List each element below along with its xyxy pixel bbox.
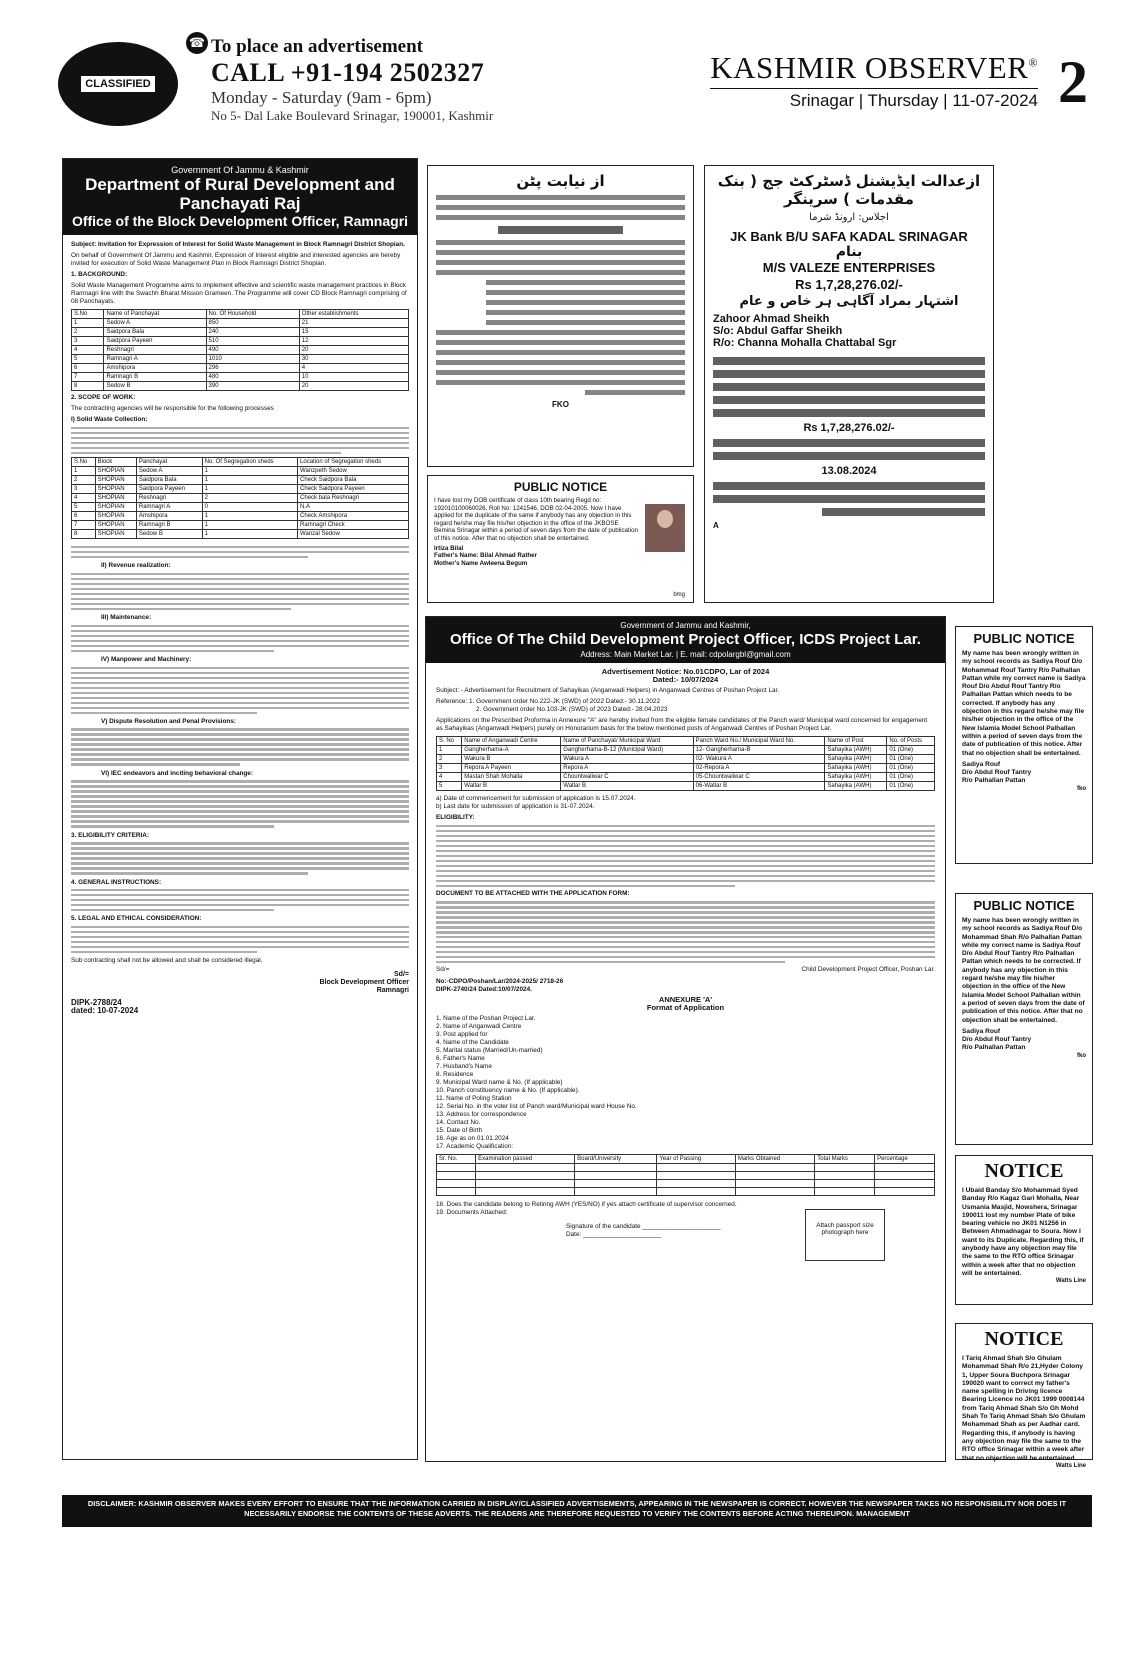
table-cell: Mastan Shah Mohalla [462, 773, 561, 782]
background-title: 1. BACKGROUND: [71, 271, 128, 278]
table-cell: 21 [299, 319, 408, 328]
table-cell: 510 [206, 337, 299, 346]
advertise-heading: To place an advertisement [211, 36, 423, 57]
panchayat-row [72, 355, 409, 364]
table-cell [815, 1164, 875, 1172]
table-cell: Check bala Reshnagri [298, 494, 409, 503]
table-cell: Saidpora Bala [104, 328, 206, 337]
anganwadi-row [437, 764, 935, 773]
table-cell [735, 1188, 814, 1196]
table-cell: Check Amshipora [298, 512, 409, 521]
table-header-cell: Total Marks [815, 1155, 875, 1164]
table-cell: 390 [206, 382, 299, 391]
icds-recruitment-ad [425, 616, 946, 1462]
table-cell: 15 [299, 328, 408, 337]
public-notice-1 [955, 626, 1093, 864]
table-cell: SHOPIAN [95, 530, 136, 539]
table-cell: Sahayika (AWH) [825, 755, 887, 764]
table-header-cell: Panch Ward No./ Municipal Ward No. [693, 737, 825, 746]
table-header-cell: S.No [72, 458, 96, 467]
segregation-row [72, 530, 409, 539]
table-cell: Watlar B [561, 782, 693, 791]
table-header-cell: Panchayat [136, 458, 202, 467]
urdu-heading: از نیابت پٹن [516, 172, 605, 190]
table-cell: 7 [72, 521, 96, 530]
table-cell: SHOPIAN [95, 494, 136, 503]
section-general: 4. GENERAL INSTRUCTIONS: [71, 878, 162, 886]
table-cell: Check Saidpora Bala [298, 476, 409, 485]
form-field: 1. Name of the Poshan Project Lar. [436, 1015, 536, 1023]
table-cell [657, 1172, 736, 1180]
segregation-row [72, 485, 409, 494]
form-field: 16. Age as on 01.01.2024 [436, 1135, 509, 1143]
notice-source: fko [1077, 1052, 1086, 1059]
notice-title: NOTICE [984, 1160, 1064, 1182]
table-header-cell: S.No [72, 310, 104, 319]
licence-notice [955, 1323, 1093, 1469]
table-cell: 480 [206, 373, 299, 382]
table-cell [657, 1180, 736, 1188]
icds-intro: Applications on the Prescribed Proforma in Annexure "A" are hereby invited from the eligible female candidates of the Panch ward/ Municipal ward concerned for engagement as Sahayikas (Anganwadi Helpers) purely on Honorarium basis for the below mentioned posts of Anganwadi Centres of Poshan Project Lar. [436, 717, 928, 732]
table-cell: 5 [437, 782, 462, 791]
table-cell: 3 [437, 764, 462, 773]
table-cell [875, 1188, 935, 1196]
table-header-cell: Name of Panchayat/ Municipal Ward [561, 737, 693, 746]
form-field: 11. Name of Poling Station [436, 1095, 512, 1103]
notice-date: Dated:- 10/07/2024 [652, 675, 719, 684]
table-cell [437, 1164, 476, 1172]
advertise-info [211, 36, 493, 124]
notice-body: My name has been wrongly written in my school records as Sadiya Rouf D/o Mohammad Shah R/o Palhallan Pattan while my correct name is Sadiya Rouf D/o Abdul Rouf Tantry R/o Palhallan Pattan which needs to be corrected. If anybody has any objection in this regard he/she may file his/her objection in the office of the New Islamia Model School Palhallan within a period of seven days from the date of publication of this notice. After that no objection shall be entertained. [962, 917, 1085, 1024]
table-cell [657, 1164, 736, 1172]
table-cell: 3 [72, 337, 104, 346]
form-field: 17. Academic Qualification: [436, 1143, 514, 1151]
candidate-date: Date: ______________________ [566, 1231, 662, 1239]
table-cell: Sedow A [104, 319, 206, 328]
notice-body: I Tariq Ahmad Shah S/o Ghulam Mohammad Shah R/o 21,Hyder Colony 1, Upper Soura Buchpora Srinagar 190020 want to correct my father's name spelling in Driving licence Bearing Licence no JK01 1999 0008144 from Tariq Ahmad Shah S/o Gh Mohd Shah To Tariq Ahmad Shah S/o Ghulam Mohammad Shah as per Aadhar card. Regarding this, if anybody is having any objection may file the same to the RTO office Srinagar within a week after that no objection will be entertained. [962, 1355, 1086, 1462]
section-legal: 5. LEGAL AND ETHICAL CONSIDERATION: [71, 915, 202, 923]
table-cell: 8 [72, 382, 104, 391]
panchayat-row [72, 382, 409, 391]
section-eligibility: 3. ELIGIBILITY CRITERIA: [71, 831, 149, 839]
icds-dipk: DIPK-2740/24 Dated:10/07/2024. [436, 986, 532, 994]
table-cell: 1 [202, 485, 297, 494]
table-cell: Ramnagri A [104, 355, 206, 364]
annexure-title: ANNEXURE 'A' [658, 995, 713, 1005]
segregation-row [72, 494, 409, 503]
date-commencement: a) Date of commencement for submission of application is 15.07.2024. [436, 795, 636, 802]
table-cell: Amshipora [136, 512, 202, 521]
table-cell [875, 1164, 935, 1172]
photo-box: Attach passport size photograph here [805, 1209, 885, 1261]
table-cell: Repora A Payeen [462, 764, 561, 773]
phone-icon: ☎ [186, 32, 208, 54]
table-cell [476, 1180, 575, 1188]
notice-text: I have lost my DOB certificate of class 10th bearing Regd no: 192010100060026, Roll No: 1241546, DOB 02-04-2005. Now I have applied for the duplicate of the same if anybody has any objection in this regard he/she may file his/her objection in the office of the JKBOSE Bemina Srinagar within a period of seven days from the date of publication of this notice. After that no objection shall be entertained. Irtiza Bilal Father's Name: Bilal Ahmad Rather Mother's Name Awleena Begum [434, 497, 638, 567]
dateline: Srinagar | Thursday | 11-07-2024 [710, 88, 1038, 111]
table-cell: 01 (One) [887, 773, 935, 782]
candidate-signature: Signature of the candidate ______________________ [566, 1223, 721, 1231]
form-field: 5. Marital status (Married/Un-married) [436, 1047, 543, 1055]
ad-gov: Government Of Jammu & Kashmir [171, 165, 309, 175]
table-cell: 10 [299, 373, 408, 382]
form-field: 9. Municipal Ward name & No. (If applicable) [436, 1079, 563, 1087]
table-cell: Sahayika (AWH) [825, 746, 887, 755]
icds-subject: Subject: - Advertisement for Recruitment of Sahayikas (Anganwadi Helpers) in Anganwadi Centres of Poshan Project Lar. [436, 687, 780, 694]
table-cell: Ramnagri A [136, 503, 202, 512]
eligibility-title: ELIGIBILITY: [436, 814, 475, 821]
signature-block: Sd/= Block Development Officer Ramnagri [319, 971, 409, 995]
segregation-table [71, 457, 409, 539]
advertise-address: No 5- Dal Lake Boulevard Srinagar, 190001, Kashmir [211, 108, 494, 123]
court-heading: ازعدالت ایڈیشنل ڈسٹرکٹ جج ( بنک مقدمات ) سرینگر [717, 172, 981, 208]
section-maintenance: III) Maintenance: [101, 614, 152, 622]
paper-brand [710, 50, 1038, 111]
table-cell: 20 [299, 382, 408, 391]
table-cell: SHOPIAN [95, 512, 136, 521]
table-cell: 12 [299, 337, 408, 346]
hearing-date: 13.08.2024 [821, 465, 877, 477]
table-cell: 240 [206, 328, 299, 337]
table-cell: 490 [206, 346, 299, 355]
icds-header: Government of Jammu and Kashmir, Office Of The Child Development Project Officer, ICDS Project Lar. Address: Main Market Lar. | E. mail: cdpolargbl@gmail.com [426, 617, 945, 663]
section-revenue: II) Revenue realization: [101, 562, 171, 570]
table-cell: 01 (One) [887, 746, 935, 755]
table-cell: Ramnagri B [136, 521, 202, 530]
table-cell [437, 1188, 476, 1196]
table-cell: Repora A [561, 764, 693, 773]
table-cell: 4 [72, 346, 104, 355]
table-cell: N.A [298, 503, 409, 512]
table-cell: Sahayika (AWH) [825, 773, 887, 782]
table-cell: Amshipora [104, 364, 206, 373]
notice-signature: Sadiya Rouf D/o Abdul Rouf Tantry R/o Palhallan Pattan [962, 760, 1032, 785]
table-cell [476, 1164, 575, 1172]
table-cell: Sedow B [104, 382, 206, 391]
table-cell: 4 [72, 494, 96, 503]
paper-name: KASHMIR OBSERVER® [710, 50, 1038, 85]
panchayat-row [72, 328, 409, 337]
notice-source: Watts Line [1055, 1462, 1086, 1469]
table-cell: 01 (One) [887, 782, 935, 791]
segregation-row [72, 476, 409, 485]
claim-amount: Rs 1,7,28,276.02/- [795, 277, 903, 292]
vehicle-notice [955, 1155, 1093, 1305]
table-header-cell: No. of Posts [887, 737, 935, 746]
rural-development-ad [62, 158, 418, 1460]
table-cell: Watlar B [462, 782, 561, 791]
table-cell: 2 [72, 476, 96, 485]
table-cell: 6 [72, 512, 96, 521]
table-cell: 1 [72, 467, 96, 476]
notice-title: اشتہار بمراد آگاہی ہر خاص و عام [739, 294, 959, 309]
scope-intro: The contracting agencies will be responsible for the following processes [71, 405, 274, 412]
table-cell: Chountwaliwar C [561, 773, 693, 782]
form-field-18: 18. Does the candidate belong to Retiring AWH (YES/NO) if yes attach certificate of supervisor concerned. [436, 1201, 737, 1209]
table-header-cell: Sr. No. [437, 1155, 476, 1164]
table-cell: 850 [206, 319, 299, 328]
classified-logo [58, 42, 178, 126]
segregation-row [72, 467, 409, 476]
table-cell: 6 [72, 364, 104, 373]
table-header-cell: Name of Post [825, 737, 887, 746]
masthead [58, 30, 1088, 130]
table-header-cell: Marks Obtained [735, 1155, 814, 1164]
section-manpower: IV) Manpower and Machinery: [101, 656, 192, 664]
notice-signature: Sadiya Rouf D/o Abdul Rouf Tantry R/o Palhallan Pattan [962, 1027, 1032, 1052]
table-cell: 1 [437, 746, 462, 755]
table-cell [575, 1188, 657, 1196]
panchayat-row [72, 337, 409, 346]
documents-title: DOCUMENT TO BE ATTACHED WITH THE APPLICATION FORM: [436, 890, 630, 898]
ad-office: Office of the Block Development Officer, Ramnagri [71, 213, 409, 229]
table-cell: 1 [202, 521, 297, 530]
table-cell: 02-Repora A [693, 764, 825, 773]
table-cell [735, 1164, 814, 1172]
notice-title: PUBLIC NOTICE [973, 898, 1075, 913]
qualification-row [437, 1164, 935, 1172]
urdu-notice-patan [427, 165, 694, 467]
table-cell: Wakura A [561, 755, 693, 764]
table-cell [815, 1180, 875, 1188]
application-form-fields [436, 1015, 935, 1151]
table-header-cell: Location of Segregation sheds [298, 458, 409, 467]
form-field: 10. Panch constituency name & No. (If applicable). [436, 1087, 580, 1095]
table-cell [476, 1188, 575, 1196]
table-cell: Gangherhama-A [462, 746, 561, 755]
table-cell: 2 [437, 755, 462, 764]
annexure-format: Format of Application [646, 1003, 725, 1013]
mark-a: A [713, 521, 719, 530]
table-cell: 01 (One) [887, 764, 935, 773]
form-field: 7. Husband's Name [436, 1063, 492, 1071]
anganwadi-row [437, 773, 935, 782]
table-header-cell: No. Of Segregation sheds [202, 458, 297, 467]
table-cell: 12- Gangherhama-B [693, 746, 825, 755]
notice-source: bmg [673, 592, 685, 598]
ad-intro: On behalf of Government Of Jammu and Kashmir, Expression of Interest eligible and interested agencies are hereby invited for execution of Solid Waste Management Plan in Block Ramnagri District Shopian. [71, 252, 401, 267]
table-cell: Sedow B [136, 530, 202, 539]
file-number: No:-CDPO/Poshan/Lar/2024-2025/ 2718-26 [436, 978, 564, 986]
scope-title: 2. SCOPE OF WORK: [71, 394, 136, 401]
anganwadi-table [436, 736, 935, 791]
urdu-footer: FKO [552, 400, 569, 409]
table-cell [815, 1172, 875, 1180]
table-cell: 5 [72, 503, 96, 512]
closing-line: Sub contracting shall not be allowed and shall be considered illegal. [71, 957, 263, 965]
table-cell: Saidpora Payeen [104, 337, 206, 346]
anganwadi-row [437, 755, 935, 764]
public-notice-photo [427, 475, 694, 603]
table-cell [735, 1180, 814, 1188]
form-field: 15. Date of Birth [436, 1127, 483, 1135]
icds-ref2: 2. Government order No.103-JK (SWD) of 2023 Dated:- 28.04.2023 [476, 706, 668, 713]
segregation-row [72, 521, 409, 530]
icds-ref1: Reference: 1. Government order No.222-JK (SWD) of 2022 Dated:- 30.11.2022 [436, 698, 661, 705]
notice-title: PUBLIC NOTICE [513, 480, 608, 494]
panchayat-table [71, 309, 409, 391]
table-header-cell: Name of Panchayat [104, 310, 206, 319]
form-field: 2. Name of Anganwadi Centre [436, 1023, 522, 1031]
notice-source: fko [1077, 785, 1086, 792]
table-cell: 06-Watlar B [693, 782, 825, 791]
table-cell: SHOPIAN [95, 476, 136, 485]
table-cell: 1 [72, 319, 104, 328]
table-cell: 7 [72, 373, 104, 382]
qualification-row [437, 1180, 935, 1188]
form-field: 14. Contact No. [436, 1119, 481, 1127]
table-cell [575, 1180, 657, 1188]
advertise-phone[interactable]: CALL +91-194 2502327 [211, 58, 485, 87]
table-cell: 05-Chountwaliwar C [693, 773, 825, 782]
table-cell: 2 [202, 494, 297, 503]
table-cell: Sedow A [136, 467, 202, 476]
table-cell: 1 [202, 512, 297, 521]
table-header-cell: Other establishments [299, 310, 408, 319]
panchayat-row [72, 319, 409, 328]
icds-signature-row: Sd/= Child Development Project Officer, Poshan Lar. [436, 966, 935, 974]
table-header-cell: S. No [437, 737, 462, 746]
ad-header [63, 159, 417, 235]
page-number: 2 [1058, 49, 1088, 115]
panchayat-row [72, 373, 409, 382]
anganwadi-row [437, 782, 935, 791]
table-cell: Saidpora Bala [136, 476, 202, 485]
table-header-cell: Examination passed [476, 1155, 575, 1164]
table-cell [476, 1172, 575, 1180]
panchayat-row [72, 346, 409, 355]
table-cell [437, 1180, 476, 1188]
public-notice-2 [955, 893, 1093, 1145]
table-cell: Wanzal Sedow [298, 530, 409, 539]
form-field: 8. Residence [436, 1071, 474, 1079]
versus: بنام [835, 244, 863, 260]
dipk-number: DIPK-2788/24 dated: 10-07-2024 [71, 998, 139, 1016]
background-text: Solid Waste Management Programme aims to implement effective and scientific waste management practices in Block Ramnagri line with the Swachh Bharat Mission Grameen. The Programme will cover CD Block Ramnagri comprising of 08 Panchayats. [71, 282, 407, 305]
notice-source: Watts Line [1055, 1278, 1086, 1285]
table-cell [437, 1172, 476, 1180]
classified-logo-text: CLASSIFIED [79, 74, 156, 94]
form-field-19: 19. Documents Attached: [436, 1209, 508, 1217]
table-cell: Ramnagri Check [298, 521, 409, 530]
table-cell: Sahayika (AWH) [825, 782, 887, 791]
form-field: 6. Father's Name [436, 1055, 485, 1063]
table-cell [815, 1188, 875, 1196]
table-cell: 30 [299, 355, 408, 364]
qualification-row [437, 1172, 935, 1180]
claim-amount-repeat: Rs 1,7,28,276.02/- [803, 422, 895, 434]
panchayat-row [72, 364, 409, 373]
anganwadi-row [437, 746, 935, 755]
table-cell: 1 [202, 476, 297, 485]
qualification-row [437, 1188, 935, 1196]
table-cell: SHOPIAN [95, 485, 136, 494]
table-header-cell: Percentage [875, 1155, 935, 1164]
table-cell: 1 [202, 530, 297, 539]
applicant-photo [645, 504, 685, 552]
plaintiff: JK Bank B/U SAFA KADAL SRINAGAR [730, 229, 968, 244]
date-last: b) Last date for submission of application is 31-07.2024. [436, 803, 595, 810]
qualification-table [436, 1154, 935, 1196]
scope-sub: I) Solid Waste Collection: [71, 416, 148, 423]
table-cell: SHOPIAN [95, 521, 136, 530]
table-cell [735, 1172, 814, 1180]
section-iec: VI) IEC endeavors and inciting behavioral change: [101, 769, 253, 777]
table-cell [875, 1180, 935, 1188]
person-father: S/o: Abdul Gaffar Sheikh [713, 325, 843, 337]
table-cell: 01 (One) [887, 755, 935, 764]
table-header-cell: Year of Passing [657, 1155, 736, 1164]
table-cell: SHOPIAN [95, 503, 136, 512]
notice-body: My name has been wrongly written in my school records as Sadiya Rouf D/o Mohammad Rouf Tantry R/o Palhallan Pattan while my correct name is Sadiya Rouf D/o Abdul Rouf Tantry R/o Palhallan Pattan which needs to be corrected. If anybody has any objection in this regard he/she may file his/her objection in the office of the New Islamia Model School Palhallan within a period of seven days from the date of publication of this notice. After that no objection shall be entertained. [962, 650, 1086, 757]
table-cell [575, 1164, 657, 1172]
table-cell: 296 [206, 364, 299, 373]
ad-department: Department of Rural Development and Panchayati Raj [85, 175, 395, 213]
notice-body: I Ubaid Banday S/o Mohammad Syed Banday R/o Kagaz Gari Mohalla, Near Usmania Masjid, Nowshera, Srinagar 190011 lost my number Plate of bike bearing vehicle no JK01 N1256 in Between Ahmadnagar to Soura. Now I want to its Duplicate. Regarding this, if anybody have any objection may file the same to the RTO office Srinagar within a week after that no objection will be entertained. [962, 1187, 1084, 1277]
table-cell: Reshnagri [104, 346, 206, 355]
table-cell: 5 [72, 355, 104, 364]
table-cell [657, 1188, 736, 1196]
table-header-cell: Block [95, 458, 136, 467]
table-cell: 8 [72, 530, 96, 539]
table-cell: Wanzpeth Sedow [298, 467, 409, 476]
table-cell: 2 [72, 328, 104, 337]
urdu-court-notice [704, 165, 994, 603]
table-cell: 1 [202, 467, 297, 476]
table-cell: 1010 [206, 355, 299, 364]
section-dispute: V) Dispute Resolution and Penal Provisions: [101, 717, 236, 725]
table-cell [575, 1172, 657, 1180]
notice-number: Advertisement Notice: No.01CDPO, Lar of 2024 [601, 667, 770, 676]
person-residence: R/o: Channa Mohalla Chattabal Sgr [713, 337, 897, 349]
table-header-cell: Board/University [575, 1155, 657, 1164]
form-field: 3. Post applied for [436, 1031, 488, 1039]
advertise-hours: Monday - Saturday (9am - 6pm) [211, 88, 432, 107]
table-cell: 4 [437, 773, 462, 782]
notice-title: PUBLIC NOTICE [973, 631, 1075, 646]
table-cell: SHOPIAN [95, 467, 136, 476]
table-cell: 02- Wakura A [693, 755, 825, 764]
court-presiding: اجلاس: ارونڈ شرما [809, 212, 889, 223]
ad-subject: Subject: Invitation for Expression of Interest for Solid Waste Management in Block Ramnagri District Shopian. [71, 241, 405, 248]
table-cell: 0 [202, 503, 297, 512]
notice-title: NOTICE [984, 1328, 1064, 1350]
table-cell: Gangherhama-B-12 (Municipal Ward) [561, 746, 693, 755]
table-cell: Check Saidpora Payeen [298, 485, 409, 494]
table-cell: Saidpora Payeen [136, 485, 202, 494]
form-field: 12. Serial No. in the voter list of Panch ward/Municipal ward House No. [436, 1103, 637, 1111]
disclaimer-bar: DISCLAIMER: KASHMIR OBSERVER MAKES EVERY EFFORT TO ENSURE THAT THE INFORMATION CARRIED IN DISPLAY/CLASSIFIED ADVERTISEMENTS, APPEARING IN THE NEWSPAPER IS CORRECT. HOWEVER THE NEWSPAPER TAKES NO RESPONSIBILITY NOR DOES IT NECESSARILY ENDORSE THE CONTENTS OF THESE ADVERTS. THE READERS ARE THEREFORE REQUESTED TO VERIFY THE CONTENTS BEFORE ACTING THEREUPON. MANAGEMENT [62, 1495, 1092, 1527]
table-cell: 20 [299, 346, 408, 355]
form-field: 4. Name of the Candidate [436, 1039, 509, 1047]
table-cell: Sahayika (AWH) [825, 764, 887, 773]
table-cell: 4 [299, 364, 408, 373]
table-cell: 3 [72, 485, 96, 494]
table-header-cell: No. Of Household [206, 310, 299, 319]
table-cell [875, 1172, 935, 1180]
table-cell: Wakura B [462, 755, 561, 764]
segregation-row [72, 512, 409, 521]
table-cell: Reshnagri [136, 494, 202, 503]
form-field: 13. Address for correspondence [436, 1111, 527, 1119]
person-name: Zahoor Ahmad Sheikh [713, 313, 830, 325]
defendant: M/S VALEZE ENTERPRISES [762, 260, 936, 275]
table-header-cell: Name of Anganwadi Centre [462, 737, 561, 746]
table-cell: Ramnagri B [104, 373, 206, 382]
segregation-row [72, 503, 409, 512]
